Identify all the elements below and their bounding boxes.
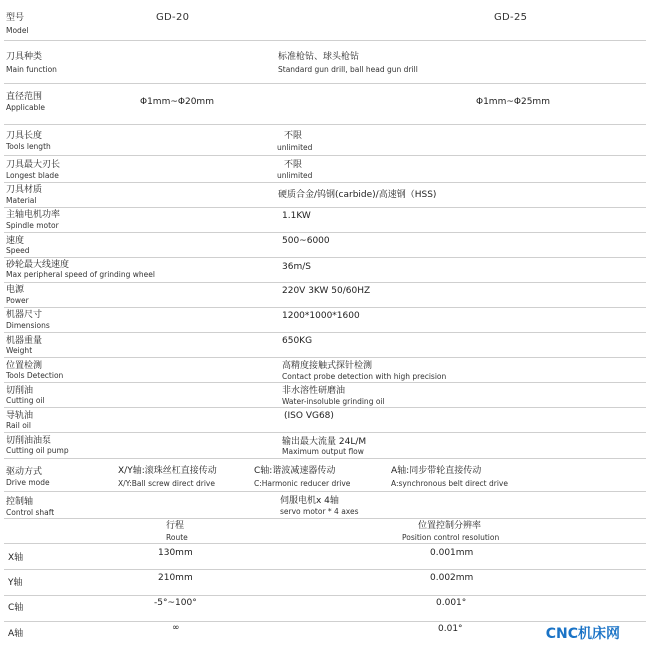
value: 36m/S (282, 262, 311, 272)
value-gd25: Φ1mm~Φ25mm (476, 97, 550, 107)
axis-name: C轴 (8, 603, 24, 613)
axis-row (4, 596, 646, 622)
label-en: Main function (6, 65, 57, 74)
value: 500~6000 (282, 236, 330, 246)
label-en: Cutting oil (6, 396, 45, 405)
row-tools-length (4, 125, 646, 156)
value: 1.1KW (282, 211, 311, 221)
label-zh: 速度 (6, 236, 25, 246)
value: 1200*1000*1600 (282, 311, 360, 321)
row-spindle-motor (4, 208, 646, 233)
row-cutting-oil-pump (4, 433, 646, 459)
resolution-head-zh: 位置控制分辨率 (418, 521, 482, 531)
drive-a-en: A:synchronous belt direct drive (391, 479, 508, 488)
model-gd20: GD-20 (156, 12, 190, 23)
value-en: Water-insoluble grinding oil (282, 397, 385, 406)
row-applicable (4, 84, 646, 125)
label-zh: 砂轮最大线速度 (6, 260, 70, 270)
label-en: Control shaft (6, 508, 55, 517)
label-en: Applicable (6, 103, 45, 112)
value-en: Standard gun drill, ball head gun drill (278, 65, 418, 74)
value-zh: 不限 (284, 160, 303, 170)
label-zh: 刀具材质 (6, 185, 43, 195)
label-zh: 电源 (6, 285, 25, 295)
value: 硬质合金/钨钢(carbide)/高速钢（HSS) (278, 190, 437, 200)
value-en: Contact probe detection with high precision (282, 372, 447, 381)
axes-table-header (4, 519, 646, 544)
header-row (4, 0, 646, 41)
drive-xy-en: X/Y:Ball screw direct drive (118, 479, 215, 488)
value-en: Maximum output flow (282, 447, 364, 456)
row-power (4, 283, 646, 308)
label-en: Rail oil (6, 421, 31, 430)
label-zh: 刀具长度 (6, 131, 43, 141)
value-en: servo motor * 4 axes (280, 507, 359, 516)
row-drive-mode (4, 459, 646, 492)
label-zh: 直径范围 (6, 92, 43, 102)
value-en: unlimited (277, 143, 313, 152)
axis-name: Y轴 (8, 578, 23, 588)
site-watermark: CNC机床网 (545, 626, 620, 642)
label-zh: 切削油 (6, 386, 34, 396)
row-main-function (4, 41, 646, 84)
label-en: Material (6, 196, 37, 205)
route-head-en: Route (166, 533, 188, 542)
row-dimensions (4, 308, 646, 333)
axis-row (4, 544, 646, 570)
route-head-zh: 行程 (166, 521, 185, 531)
label-zh: 机器尺寸 (6, 310, 43, 320)
label-en: Max peripheral speed of grinding wheel (6, 270, 155, 279)
axis-resolution: 0.01° (438, 624, 463, 634)
label-zh: 位置检测 (6, 361, 43, 371)
value-zh: 非水溶性研磨油 (282, 386, 346, 396)
label-en: Weight (6, 346, 33, 355)
label-zh: 主轴电机功率 (6, 210, 61, 220)
model-gd25: GD-25 (494, 12, 528, 23)
axis-resolution: 0.002mm (430, 573, 474, 583)
label-zh: 导轨油 (6, 411, 34, 421)
value-en: unlimited (277, 171, 313, 180)
row-tools-detection (4, 358, 646, 383)
label-en: Dimensions (6, 321, 50, 330)
axis-route: -5°~100° (154, 598, 197, 608)
drive-xy-zh: X/Y轴:滚珠丝杠直接传动 (118, 466, 217, 476)
row-cutting-oil (4, 383, 646, 408)
value-gd20: Φ1mm~Φ20mm (140, 97, 214, 107)
axis-name: A轴 (8, 629, 24, 639)
drive-c-zh: C轴:谐波减速器传动 (254, 466, 336, 476)
label-zh: 控制轴 (6, 497, 34, 507)
axis-name: X轴 (8, 553, 24, 563)
value: (ISO VG68) (284, 411, 334, 421)
label-en: Tools length (6, 142, 51, 151)
model-label-en: Model (6, 26, 29, 35)
label-en: Drive mode (6, 478, 50, 487)
label-zh: 切削油油泵 (6, 436, 52, 446)
row-rail-oil (4, 408, 646, 433)
label-en: Speed (6, 246, 30, 255)
value-zh: 标准枪钻、球头枪钻 (278, 52, 360, 62)
drive-c-en: C:Harmonic reducer drive (254, 479, 351, 488)
label-en: Longest blade (6, 171, 59, 180)
label-zh: 刀具种类 (6, 52, 43, 62)
value: 650KG (282, 336, 313, 346)
label-zh: 驱动方式 (6, 467, 43, 477)
row-speed (4, 233, 646, 258)
value-zh: 伺服电机x 4轴 (280, 496, 339, 506)
axis-resolution: 0.001mm (430, 548, 474, 558)
label-en: Power (6, 296, 29, 305)
drive-a-zh: A轴:同步带轮直接传动 (391, 466, 482, 476)
axis-route: 130mm (158, 548, 193, 558)
resolution-head-en: Position control resolution (402, 533, 500, 542)
model-label-zh: 型号 (6, 13, 25, 23)
axis-route: 210mm (158, 573, 193, 583)
row-longest-blade (4, 156, 646, 183)
value-zh: 高精度接触式探针检测 (282, 361, 373, 371)
label-en: Cutting oil pump (6, 446, 69, 455)
axis-resolution: 0.001° (436, 598, 467, 608)
value-zh: 不限 (284, 131, 303, 141)
label-zh: 刀具最大刃长 (6, 160, 61, 170)
row-control-shaft (4, 492, 646, 519)
axis-row (4, 570, 646, 596)
row-weight (4, 333, 646, 358)
row-grinding-wheel (4, 258, 646, 283)
label-en: Tools Detection (6, 371, 64, 380)
axis-route: ∞ (172, 623, 180, 633)
label-zh: 机器重量 (6, 336, 43, 346)
value: 220V 3KW 50/60HZ (282, 286, 371, 296)
row-material (4, 183, 646, 208)
value-zh: 输出最大流量 24L/M (282, 437, 367, 447)
label-en: Spindle motor (6, 221, 59, 230)
